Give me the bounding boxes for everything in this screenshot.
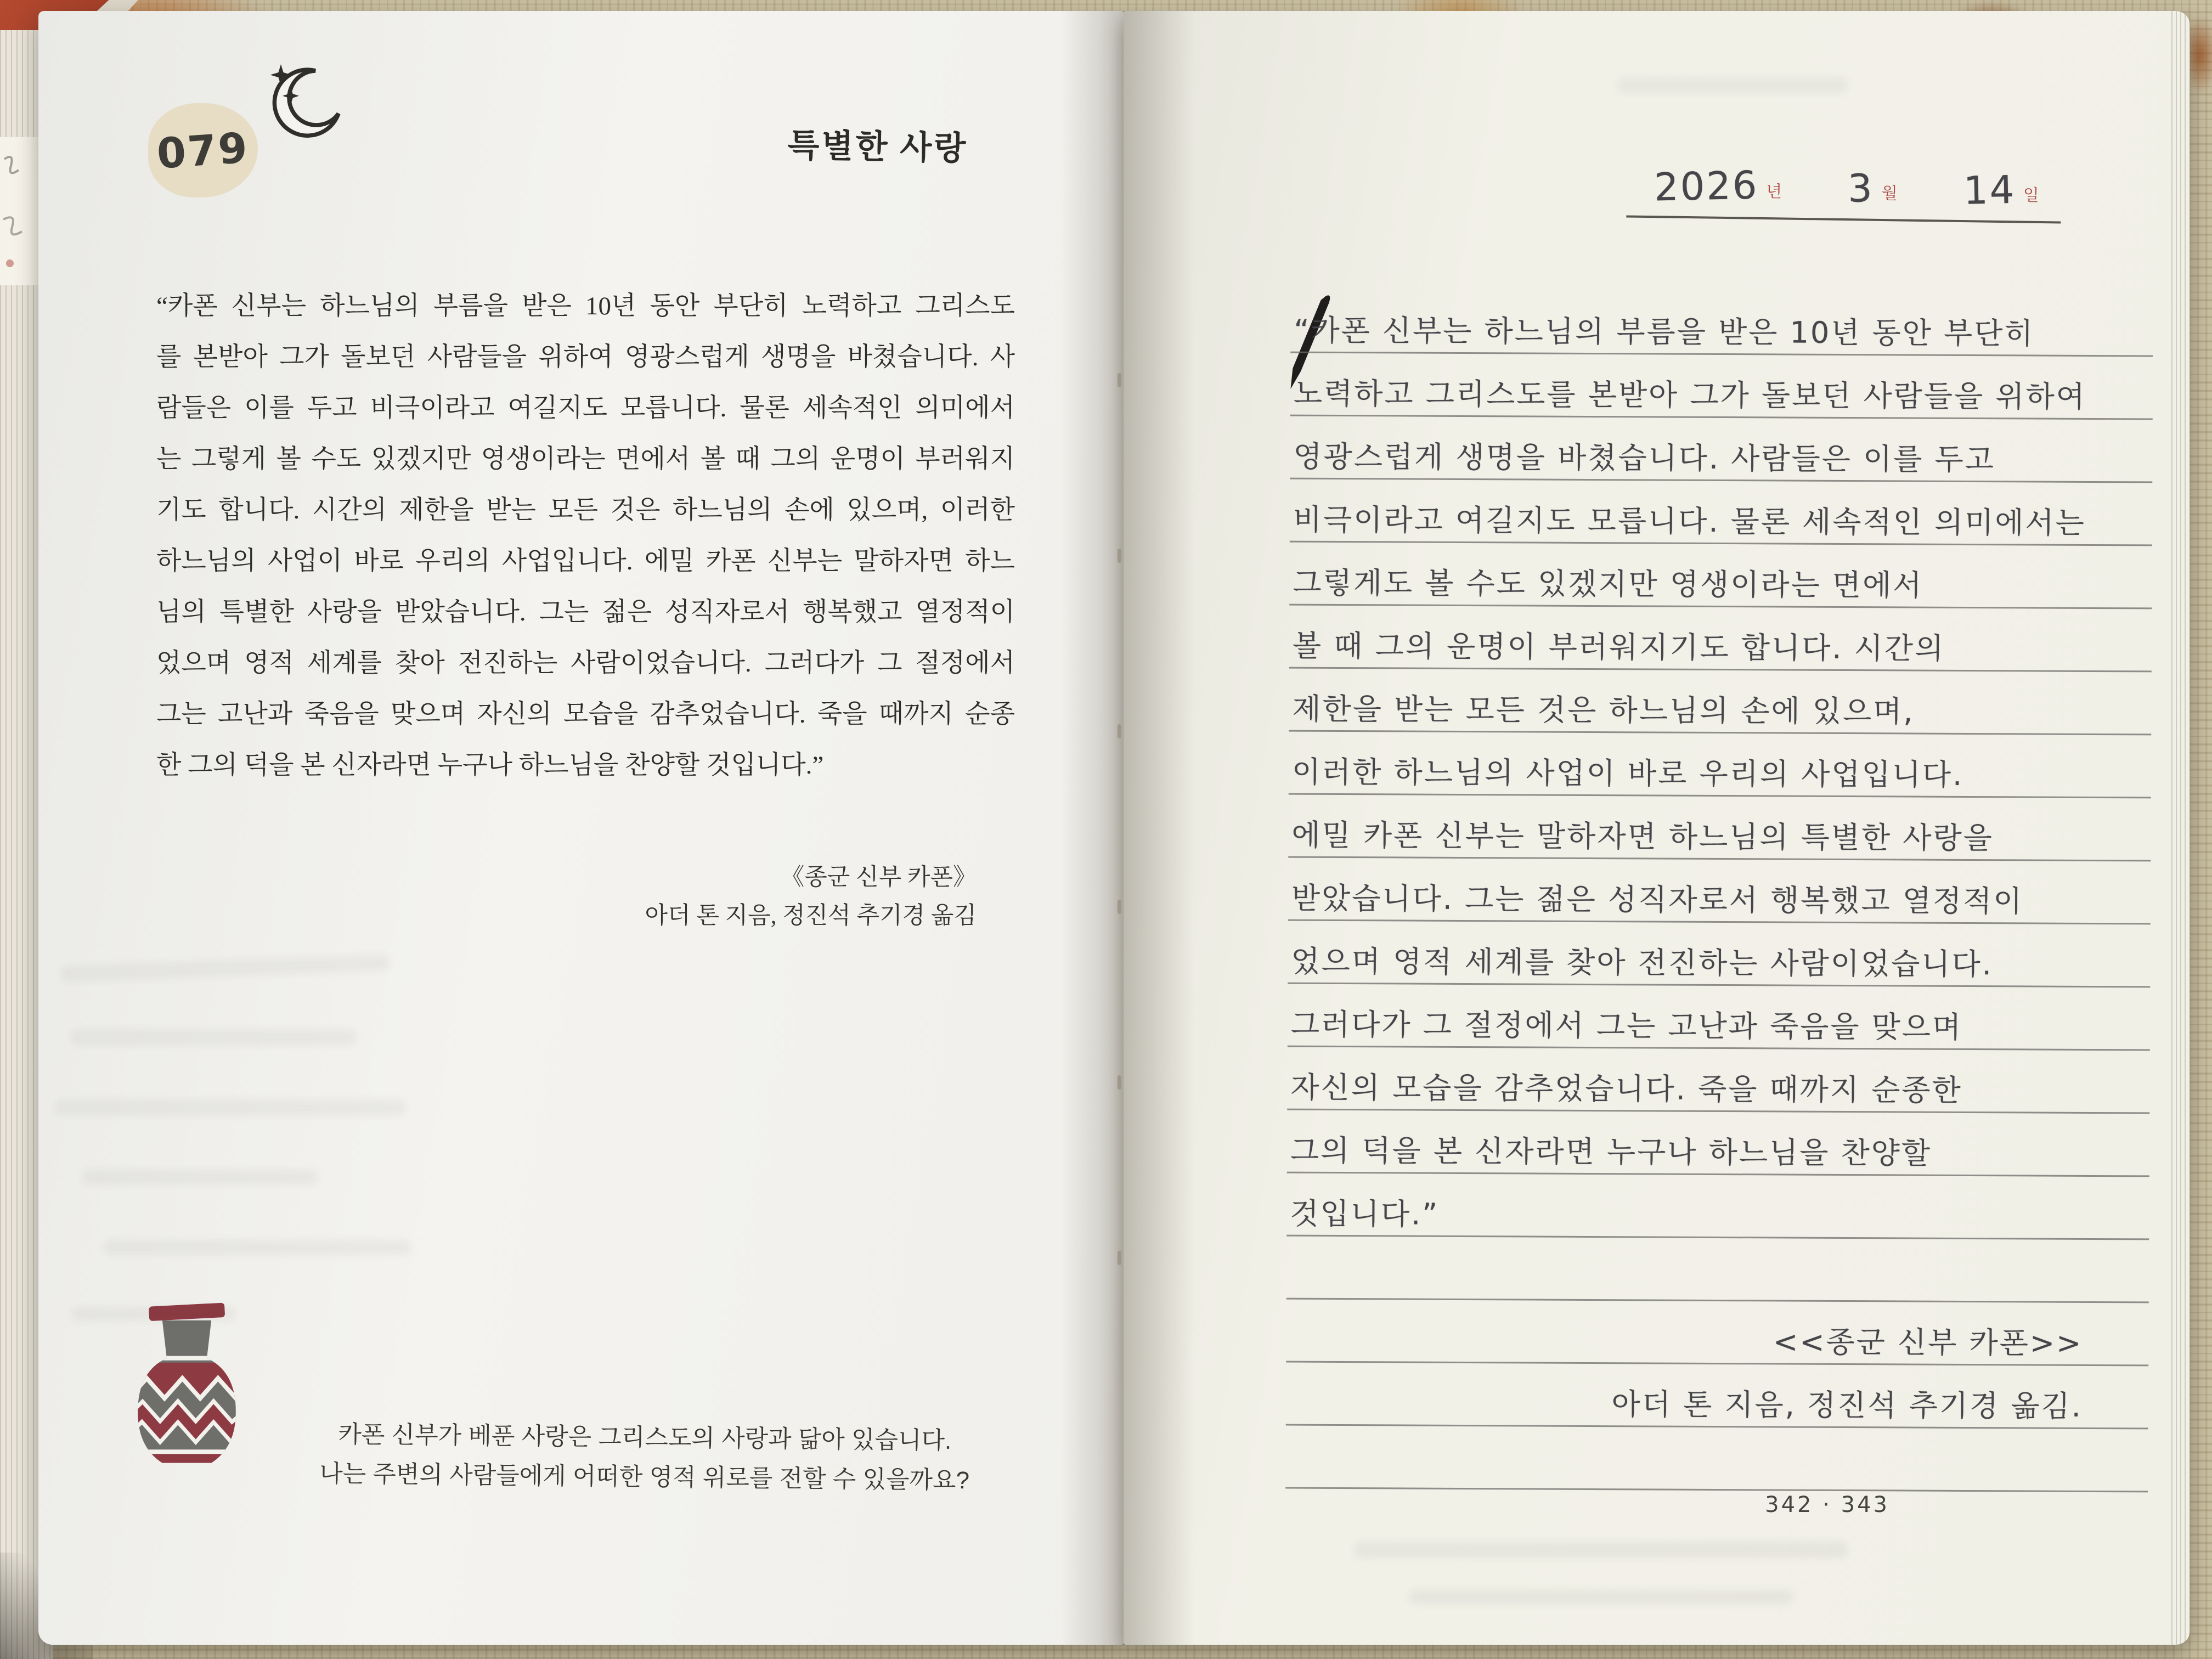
binding-stitch [1118, 373, 1121, 387]
quote-line: 기도 합니다. 시간의 제한을 받는 모든 것은 하느님의 손에 있으며, 이러한 [156, 496, 1015, 524]
ruled-line-row [1288, 795, 2151, 862]
bleed-through-text [55, 1099, 406, 1116]
ruled-line-row [1290, 416, 2152, 483]
bleed-through-text [60, 955, 390, 983]
ruled-line-row [1288, 858, 2151, 925]
crescent-moon-sparkles-icon [258, 59, 348, 150]
handwritten-text: 비극이라고 여길지도 모릅니다. 물론 세속적인 의미에서는 [1293, 502, 2086, 540]
bleed-through-text [71, 1029, 357, 1046]
bleed-through-text [1354, 1542, 1848, 1558]
ruled-line-row [1289, 543, 2152, 610]
bleed-through-text [1617, 77, 1848, 93]
handwritten-text: <<종군 신부 카폰>> [1773, 1324, 2083, 1361]
quote-line: 님의 특별한 사랑을 받았습니다. 그는 젊은 성직자로서 행복했고 열정적이 [156, 598, 1015, 627]
entry-number: 079 [155, 122, 251, 178]
handwritten-text: 제한을 받는 모든 것은 하느님의 손에 있으며, [1292, 691, 1915, 729]
doodle-card [0, 137, 44, 285]
bleed-through-text [71, 1307, 236, 1321]
date-year-label: 년 [1766, 183, 1782, 201]
date-month: 3 [1847, 165, 1875, 211]
handwritten-text: 것입니다.” [1290, 1196, 1440, 1232]
date-day-label: 일 [2023, 186, 2040, 205]
quote-line: 하느님의 사업이 바로 우리의 사업입니다. 에밀 카폰 신부는 말하자면 하느 [156, 547, 1015, 575]
ruled-line-row [1289, 606, 2152, 673]
bleed-through-text [1409, 1590, 1793, 1604]
source-attribution [645, 859, 977, 935]
ruled-line-row [1289, 732, 2151, 799]
handwritten-text: “카폰 신부는 하느님의 부름을 받은 10년 동안 부단히 [1294, 313, 2035, 351]
ruled-line-row [1287, 1110, 2149, 1177]
scribble-doodles-icon [0, 137, 44, 285]
quote-line: 그는 고난과 죽음을 맞으며 자신의 모습을 감추었습니다. 죽을 때까지 순종 [156, 700, 1015, 729]
bleed-through-text [104, 1240, 411, 1255]
reflection-line: 나는 주변의 사람들에게 어떠한 영적 위로를 전할 수 있을까요? [319, 1460, 970, 1494]
ruled-line-row [1290, 353, 2153, 420]
printed-quote-paragraph [156, 281, 1015, 791]
ruled-line-row [1286, 1363, 2148, 1430]
handwritten-text: 그의 덕을 본 신자라면 누구나 하느님을 찬양할 [1290, 1133, 1932, 1171]
ruled-line-row [1286, 1237, 2149, 1304]
date-month-label: 월 [1881, 184, 1898, 203]
page-title: 특별한 사랑 [787, 127, 968, 167]
bleed-through-text [82, 1170, 318, 1185]
handwritten-text: 아더 톤 지음, 정진석 추기경 옮김. [1611, 1387, 2083, 1424]
handwritten-text: 자신의 모습을 감추었습니다. 죽을 때까지 순종한 [1290, 1070, 1962, 1108]
ruled-line-row [1286, 1173, 2149, 1240]
quote-line: 람들은 이를 두고 비극이라고 여길지도 모릅니다. 물론 세속적인 의미에서 [156, 394, 1015, 422]
binding-stitch [1118, 724, 1121, 738]
left-book-page [38, 11, 1124, 1645]
entry-number-badge [148, 103, 258, 198]
ruled-line-row [1290, 479, 2152, 546]
quote-line: 를 본받아 그가 돌보던 사람들을 위하여 영광스럽게 생명을 바쳤습니다. 사 [156, 343, 1015, 371]
handwritten-text: 에밀 카폰 신부는 말하자면 하느님의 특별한 사랑을 [1291, 817, 1994, 856]
binding-stitch [1118, 1251, 1121, 1265]
page-numbers: 342 · 343 [1765, 1492, 1889, 1517]
ruled-line-row [1287, 1047, 2149, 1114]
handwritten-transcription [1285, 290, 2153, 1493]
ruled-line-row [1289, 669, 2151, 736]
ruled-line-row [1288, 921, 2150, 988]
date-day: 14 [1963, 167, 2016, 213]
handwritten-text: 었으며 영적 세계를 찾아 전진하는 사람이었습니다. [1291, 944, 1993, 982]
handwritten-text: 그러다가 그 절정에서 그는 고난과 죽음을 맞으며 [1290, 1007, 1963, 1045]
source-title: 《종군 신부 카폰》 [781, 865, 977, 890]
ruled-line-row [1286, 1300, 2148, 1367]
binding-stitch [1118, 549, 1121, 563]
quote-line: 었으며 영적 세계를 찾아 전진하는 사람이었습니다. 그러다가 그 절정에서 [156, 649, 1015, 678]
source-author: 아더 톤 지음, 정진석 추기경 옮김 [645, 903, 977, 929]
reflection-prompt [213, 1414, 1075, 1502]
ruled-line-row [1290, 290, 2153, 357]
reflection-line: 카폰 신부가 베푼 사랑은 그리스도의 사랑과 닮아 있습니다. [338, 1421, 952, 1454]
ruled-line-row [1288, 984, 2150, 1051]
binding-stitch [1118, 1075, 1121, 1090]
handwritten-text: 노력하고 그리스도를 본받아 그가 돌보던 사람들을 위하여 [1293, 376, 2087, 414]
ruled-line-row [1285, 1426, 2148, 1493]
date-year: 2026 [1654, 162, 1759, 210]
quote-line: 는 그렇게 볼 수도 있겠지만 영생이라는 면에서 볼 때 그의 운명이 부러워지 [156, 445, 1015, 473]
handwritten-text: 볼 때 그의 운명이 부러워지기도 합니다. 시간의 [1292, 628, 1945, 666]
handwritten-text: 이러한 하느님의 사업이 바로 우리의 사업입니다. [1291, 754, 1964, 792]
handwritten-text: 받았습니다. 그는 젊은 성직자로서 행복했고 열정적이 [1291, 881, 2024, 919]
handwritten-text: 영광스럽게 생명을 바쳤습니다. 사람들은 이를 두고 [1293, 439, 1996, 477]
right-book-page [1124, 11, 2190, 1645]
binding-stitch [1118, 900, 1121, 914]
quote-line: 한 그의 덕을 본 신자라면 누구나 하느님을 찬양할 것입니다.” [156, 751, 824, 780]
date-line [1627, 162, 2062, 223]
handwritten-text: 그렇게도 볼 수도 있겠지만 영생이라는 면에서 [1293, 565, 1923, 603]
quote-line: “카폰 신부는 하느님의 부름을 받은 10년 동안 부단히 노력하고 그리스도 [156, 292, 1015, 320]
